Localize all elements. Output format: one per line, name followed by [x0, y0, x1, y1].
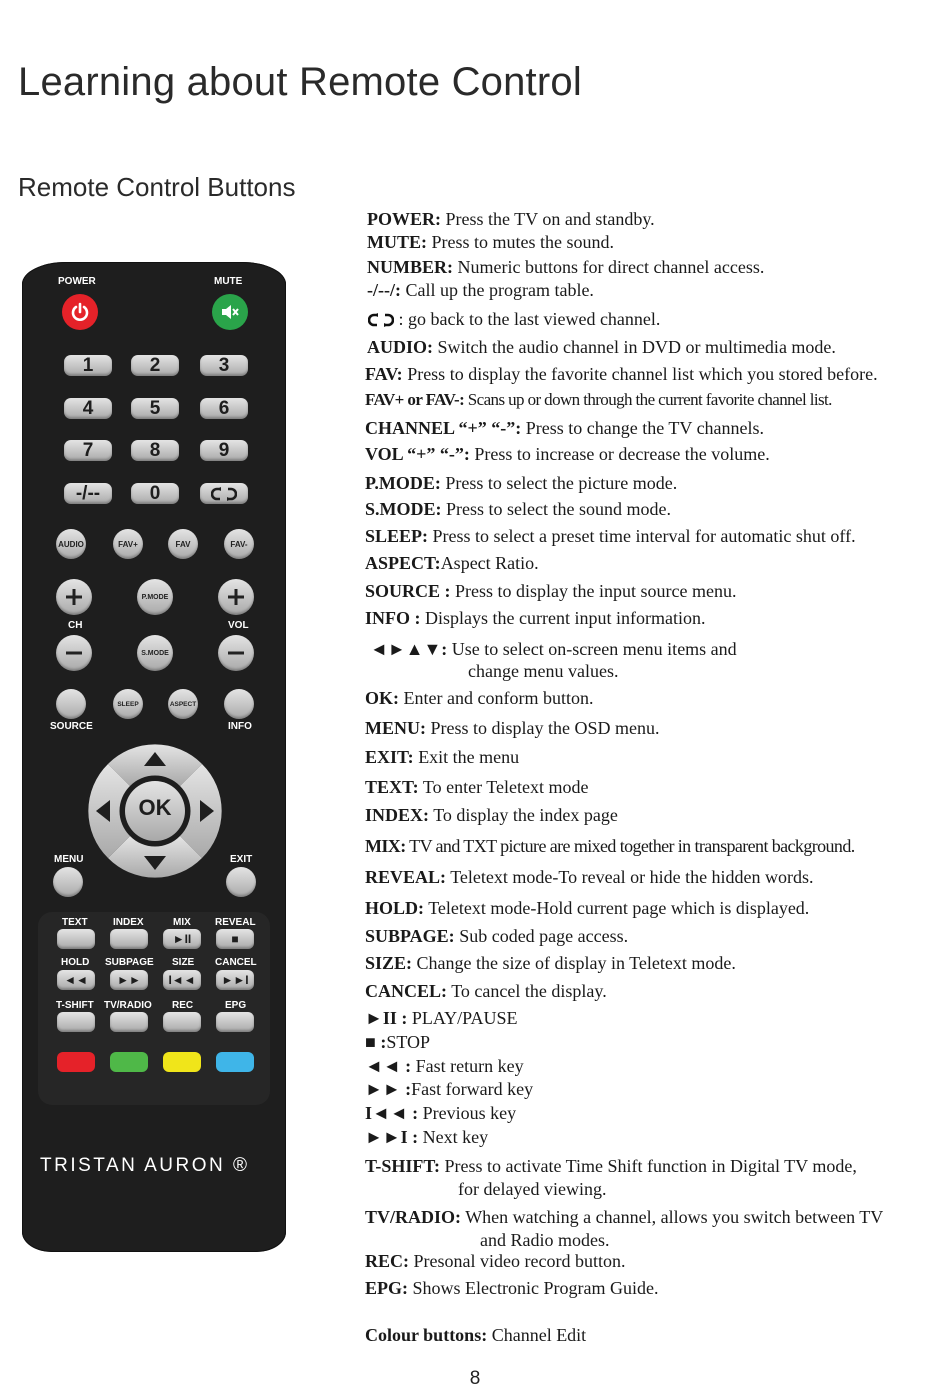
description-line [365, 717, 660, 739]
description-key: CHANNEL “+” “-”: [365, 418, 522, 438]
description-text: Fast return key [411, 1056, 524, 1076]
mute-icon [219, 302, 241, 322]
description-text: Teletext mode-Hold current page which is displayed. [424, 898, 810, 918]
remote-control [22, 262, 286, 1252]
digit-button-6[interactable]: 6 [200, 398, 248, 419]
text-label: TEXT [62, 917, 88, 928]
description-line [367, 279, 594, 301]
description-line [365, 952, 736, 974]
description-text: Call up the program table. [400, 280, 594, 300]
description-text: Press to display the OSD menu. [426, 718, 660, 738]
digit-button-9[interactable]: 9 [200, 440, 248, 461]
description-text: for delayed viewing. [458, 1179, 607, 1199]
minus-icon [226, 643, 246, 663]
digit-button-3[interactable]: 3 [200, 355, 248, 376]
mix-button[interactable]: ►II [163, 929, 201, 949]
description-key: P.MODE: [365, 473, 441, 493]
size-button[interactable]: I◄◄ [163, 970, 201, 990]
description-line [367, 336, 836, 358]
reveal-label: REVEAL [215, 917, 256, 928]
hold-label: HOLD [61, 957, 90, 968]
description-line [365, 1250, 625, 1272]
description-key: ◄◄ : [365, 1056, 412, 1076]
epg-label: EPG [225, 1000, 247, 1011]
description-key: FAV+ or FAV-: [365, 390, 465, 409]
blue-button[interactable] [216, 1052, 254, 1072]
description-key: INFO : [365, 608, 421, 628]
description-key: S.MODE: [365, 499, 442, 519]
audio-button[interactable]: AUDIO [56, 529, 86, 559]
description-line [480, 1229, 609, 1251]
description-key: OK: [365, 688, 399, 708]
description-key: SIZE: [365, 953, 413, 973]
fav-plus-button[interactable]: FAV+ [113, 529, 143, 559]
description-key: AUDIO: [367, 337, 433, 357]
description-text: Presonal video record button. [409, 1251, 626, 1271]
description-line [365, 687, 593, 709]
digit-button-4[interactable]: 4 [64, 398, 112, 419]
description-line [365, 1277, 658, 1299]
description-key: SLEEP: [365, 526, 429, 546]
description-text: To display the index page [429, 805, 618, 825]
description-key: ◄►▲▼: [370, 639, 448, 659]
description-line [365, 1126, 488, 1148]
page-number: 8 [469, 1368, 481, 1389]
description-key: -/--/: [367, 280, 401, 300]
description-text: When watching a channel, allows you switch between TV [461, 1207, 884, 1227]
plus-icon [64, 587, 84, 607]
page-title: Learning about Remote Control [18, 60, 582, 104]
description-line [367, 231, 614, 253]
epg-button[interactable] [216, 1012, 254, 1032]
description-key: ►► : [365, 1079, 412, 1099]
description-line [365, 776, 588, 798]
description-text: Change the size of display in Teletext mode. [412, 953, 736, 973]
description-text: Press to increase or decrease the volume. [469, 444, 770, 464]
description-text: Press to select the sound mode. [441, 499, 671, 519]
description-line [365, 363, 878, 385]
description-key: EXIT: [365, 747, 414, 767]
digit-button-0[interactable]: 0 [131, 483, 179, 504]
subpage-label: SUBPAGE [105, 957, 154, 968]
description-text: Enter and conform button. [399, 688, 594, 708]
description-line [367, 256, 764, 278]
description-text: Aspect Ratio. [440, 553, 539, 573]
power-icon [70, 302, 90, 322]
description-text: Press to change the TV channels. [521, 418, 765, 438]
minus-icon [64, 643, 84, 663]
description-line [368, 308, 660, 330]
description-text: Previous key [418, 1103, 517, 1123]
description-key: MENU: [365, 718, 426, 738]
recall-icon [211, 487, 237, 501]
plus-icon [226, 587, 246, 607]
description-line [365, 1078, 533, 1100]
description-line [367, 208, 655, 230]
description-text: Press to select a preset time interval for automatic shut off. [428, 526, 856, 546]
description-text: Sub coded page access. [454, 926, 629, 946]
description-line [365, 1324, 586, 1346]
mute-label: MUTE [214, 276, 243, 287]
subpage-button[interactable]: ►► [110, 970, 148, 990]
menu-label: MENU [54, 854, 84, 865]
cancel-label: CANCEL [215, 957, 257, 968]
description-key: HOLD: [365, 898, 425, 918]
description-key: T-SHIFT: [365, 1156, 441, 1176]
index-button[interactable] [110, 929, 148, 949]
description-key: ■ : [365, 1032, 387, 1052]
mix-label: MIX [173, 917, 191, 928]
section-title: Remote Control Buttons [18, 172, 296, 202]
description-text: To cancel the display. [447, 981, 607, 1001]
description-line [365, 498, 671, 520]
description-line [365, 1102, 516, 1124]
digit-button-1[interactable]: 1 [64, 355, 112, 376]
digit-button-8[interactable]: 8 [131, 440, 179, 461]
volume-label: VOL [228, 620, 249, 631]
description-key: INDEX: [365, 805, 430, 825]
description-line [468, 660, 618, 682]
channel-down-button[interactable] [56, 635, 92, 671]
description-text: Channel Edit [487, 1325, 587, 1345]
cancel-button[interactable]: ►►I [216, 970, 254, 990]
description-text: Exit the menu [413, 747, 520, 767]
description-line [365, 804, 618, 826]
description-line [365, 925, 628, 947]
description-text: Press to display the favorite channel list which you stored before. [402, 364, 878, 384]
description-key: CANCEL: [365, 981, 448, 1001]
description-key: NUMBER: [367, 257, 453, 277]
description-text: Fast forward key [411, 1079, 534, 1099]
description-text: PLAY/PAUSE [407, 1008, 518, 1028]
description-text: Next key [418, 1127, 489, 1147]
description-key: POWER: [367, 209, 441, 229]
description-line [365, 1031, 430, 1053]
description-line [370, 638, 737, 660]
description-line [365, 472, 677, 494]
channel-up-button[interactable] [56, 579, 92, 615]
index-label: INDEX [113, 917, 144, 928]
description-key: Colour buttons: [365, 1325, 488, 1345]
green-button[interactable] [110, 1052, 148, 1072]
description-line [365, 1206, 883, 1228]
rec-label: REC [172, 1000, 194, 1011]
ok-button[interactable]: OK [138, 795, 172, 820]
description-key: ►►I : [365, 1127, 419, 1147]
menu-button[interactable] [53, 867, 83, 897]
description-line [365, 417, 764, 439]
mute-button[interactable] [212, 294, 248, 330]
description-text: Switch the audio channel in DVD or multimedia mode. [433, 337, 836, 357]
tvradio-label: TV/RADIO [104, 1000, 152, 1011]
description-text: Displays the current input information. [420, 608, 706, 628]
description-line [365, 389, 832, 411]
exit-button[interactable] [226, 867, 256, 897]
recall-icon [368, 309, 394, 329]
description-text: STOP [386, 1032, 431, 1052]
tvradio-button[interactable] [110, 1012, 148, 1032]
size-label: SIZE [172, 957, 195, 968]
description-text: Use to select on-screen menu items and [447, 639, 737, 659]
source-label: SOURCE [50, 721, 93, 732]
description-text: TV and TXT picture are mixed together in transparent background. [405, 836, 855, 856]
description-key: REVEAL: [365, 867, 447, 887]
description-key: TV/RADIO: [365, 1207, 462, 1227]
digit-button-7[interactable]: 7 [64, 440, 112, 461]
description-key: ASPECT: [365, 553, 441, 573]
brand-logo: TRISTAN AURON ® [40, 1155, 250, 1176]
info-button[interactable] [224, 689, 254, 719]
tshift-button[interactable] [57, 1012, 95, 1032]
description-line [365, 552, 539, 574]
picture-mode-button[interactable]: P.MODE [137, 579, 173, 615]
dash-button[interactable]: -/-- [64, 483, 112, 504]
description-key: VOL “+” “-”: [365, 444, 470, 464]
rec-button[interactable] [163, 1012, 201, 1032]
description-key: MIX: [365, 836, 406, 856]
description-text: Scans up or down through the current favorite channel list. [464, 390, 832, 409]
volume-up-button[interactable] [218, 579, 254, 615]
hold-button[interactable]: ◄◄ [57, 970, 95, 990]
description-line [365, 980, 607, 1002]
recall-button[interactable] [200, 483, 248, 504]
description-text: Press to display the input source menu. [450, 581, 737, 601]
description-text: Numeric buttons for direct channel access. [453, 257, 765, 277]
description-text: Press the TV on and standby. [441, 209, 655, 229]
power-button[interactable] [62, 294, 98, 330]
red-button[interactable] [57, 1052, 95, 1072]
digit-button-2[interactable]: 2 [131, 355, 179, 376]
description-key: ►II : [365, 1008, 408, 1028]
fav-button[interactable]: FAV [168, 529, 198, 559]
description-text: : go back to the last viewed channel. [394, 309, 661, 329]
description-line [365, 1155, 857, 1177]
description-line [365, 835, 855, 857]
volume-down-button[interactable] [218, 635, 254, 671]
description-line [365, 525, 856, 547]
description-line [365, 746, 519, 768]
description-key: MUTE: [367, 232, 427, 252]
info-label: INFO [228, 721, 252, 732]
description-line [365, 580, 736, 602]
description-key: REC: [365, 1251, 409, 1271]
sleep-button[interactable]: SLEEP [113, 689, 143, 719]
description-text: Shows Electronic Program Guide. [408, 1278, 659, 1298]
description-line [365, 607, 705, 629]
description-line [458, 1178, 606, 1200]
power-label: POWER [58, 276, 96, 287]
source-button[interactable] [56, 689, 86, 719]
description-key: I◄◄ : [365, 1103, 419, 1123]
description-text: Press to activate Time Shift function in Digital TV mode, [440, 1156, 857, 1176]
description-key: FAV: [365, 364, 403, 384]
text-button[interactable] [57, 929, 95, 949]
description-line [365, 1055, 524, 1077]
description-text: change menu values. [468, 661, 619, 681]
aspect-button[interactable]: ASPECT [168, 689, 198, 719]
exit-label: EXIT [230, 854, 253, 865]
tshift-label: T-SHIFT [56, 1000, 94, 1011]
fav-minus-button[interactable]: FAV- [224, 529, 254, 559]
reveal-button[interactable]: ■ [216, 929, 254, 949]
description-text: Teletext mode-To reveal or hide the hidden words. [446, 867, 814, 887]
description-text: Press to select the picture mode. [440, 473, 678, 493]
yellow-button[interactable] [163, 1052, 201, 1072]
description-line [365, 866, 814, 888]
description-key: SUBPAGE: [365, 926, 455, 946]
sound-mode-button[interactable]: S.MODE [137, 635, 173, 671]
description-key: EPG: [365, 1278, 408, 1298]
description-key: TEXT: [365, 777, 419, 797]
description-key: SOURCE : [365, 581, 451, 601]
description-text: To enter Teletext mode [418, 777, 589, 797]
digit-button-5[interactable]: 5 [131, 398, 179, 419]
description-text: and Radio modes. [480, 1230, 610, 1250]
description-line [365, 897, 809, 919]
description-text: Press to mutes the sound. [427, 232, 614, 252]
channel-label: CH [68, 620, 83, 631]
description-line [365, 1007, 518, 1029]
description-line [365, 443, 770, 465]
